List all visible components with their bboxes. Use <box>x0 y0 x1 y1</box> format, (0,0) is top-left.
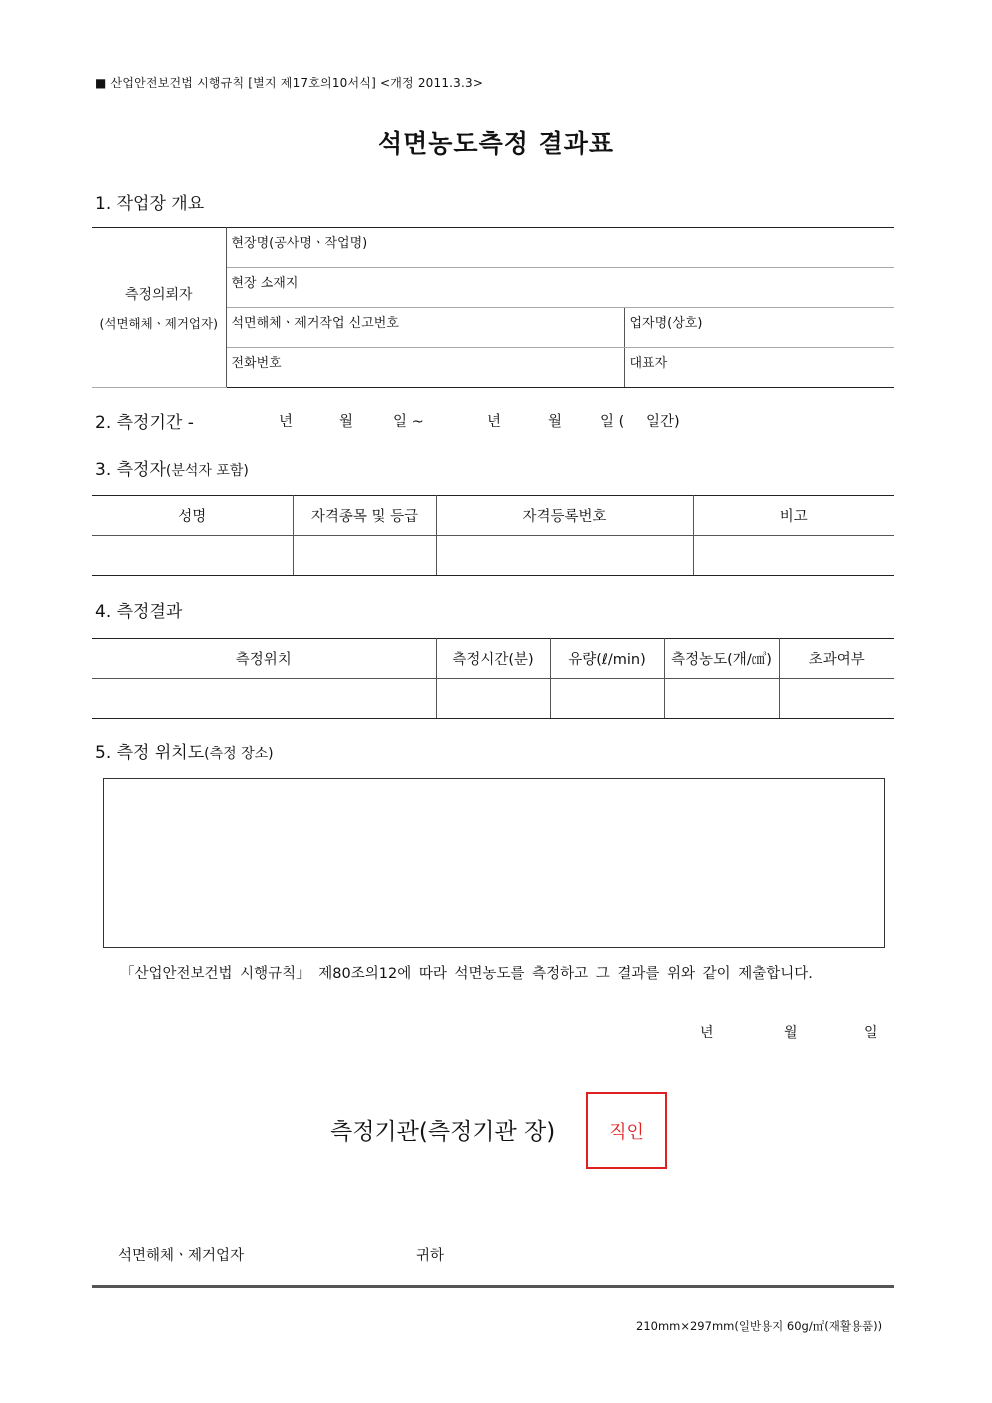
footer-divider <box>92 1285 894 1288</box>
col-duration: 측정시간(분) <box>436 639 550 679</box>
seal-label: 직인 <box>609 1121 644 1143</box>
results-table <box>92 638 894 719</box>
site-name-field[interactable] <box>226 228 894 268</box>
period-day-end: 일 ( <box>600 414 625 430</box>
requester-sublabel: (석면해체ㆍ제거업자) <box>99 315 218 331</box>
measurer-remarks-cell[interactable] <box>693 536 894 576</box>
form-reference: ■ 산업안전보건법 시행규칙 [별지 제17호의10서식] <개정 2011.3.3> <box>95 76 484 90</box>
period-month-end: 월 <box>548 414 563 430</box>
col-remarks: 비고 <box>693 496 894 536</box>
result-concentration-cell[interactable] <box>664 679 779 719</box>
certification-statement: 「산업안전보건법 시행규칙」 제80조의12에 따라 석면농도를 측정하고 그 결과를 위와 같이 제출합니다. <box>120 966 813 982</box>
recipient-label: 석면해체ㆍ제거업자 <box>118 1248 245 1264</box>
measurer-registration-cell[interactable] <box>436 536 693 576</box>
period-days: 일간) <box>646 414 680 430</box>
col-name: 성명 <box>92 496 293 536</box>
section5-subtitle: (측정 장소) <box>204 746 274 762</box>
col-concentration: 측정농도(개/㎤) <box>664 639 779 679</box>
representative-label: 대표자 <box>629 356 668 371</box>
section5-heading <box>95 738 274 763</box>
requester-label: 측정의뢰자 <box>124 286 193 303</box>
business-name-field[interactable] <box>624 308 894 348</box>
business-name-label: 업자명(상호) <box>629 316 703 331</box>
col-location: 측정위치 <box>92 639 436 679</box>
recipient-honorific: 귀하 <box>416 1248 445 1264</box>
location-diagram-box[interactable] <box>103 778 885 948</box>
site-location-field[interactable] <box>226 268 894 308</box>
representative-field[interactable] <box>624 348 894 388</box>
col-qualification: 자격종목 및 등급 <box>293 496 436 536</box>
sign-date-day: 일 <box>864 1025 878 1041</box>
col-registration-number: 자격등록번호 <box>436 496 693 536</box>
section5-title: 5. 측정 위치도 <box>95 743 205 763</box>
document-title: 석면농도측정 결과표 <box>377 129 615 158</box>
phone-label: 전화번호 <box>231 356 282 371</box>
section2-heading: 2. 측정기간 - <box>95 413 194 433</box>
measurer-table <box>92 495 894 576</box>
measurer-name-cell[interactable] <box>92 536 293 576</box>
period-year-start: 년 <box>279 414 294 430</box>
phone-field[interactable] <box>226 348 624 388</box>
section3-title: 3. 측정자 <box>95 460 166 480</box>
section4-heading: 4. 측정결과 <box>95 602 183 622</box>
result-duration-cell[interactable] <box>436 679 550 719</box>
result-flow-rate-cell[interactable] <box>550 679 664 719</box>
result-exceeded-cell[interactable] <box>779 679 894 719</box>
col-flow-rate: 유량(ℓ/min) <box>550 639 664 679</box>
paper-spec: 210mm×297mm(일반용지 60g/㎡(재활용품)) <box>636 1319 883 1333</box>
period-year-end: 년 <box>487 414 502 430</box>
result-location-cell[interactable] <box>92 679 436 719</box>
section3-heading <box>95 455 249 480</box>
workplace-overview-table <box>92 227 894 388</box>
seal-box <box>586 1092 667 1169</box>
report-number-field[interactable] <box>226 308 624 348</box>
period-month-start: 월 <box>339 414 354 430</box>
site-name-label: 현장명(공사명ㆍ작업명) <box>231 236 368 251</box>
sign-date-year: 년 <box>700 1025 714 1041</box>
measurer-qualification-cell[interactable] <box>293 536 436 576</box>
col-exceeded: 초과여부 <box>779 639 894 679</box>
site-location-label: 현장 소재지 <box>231 276 299 291</box>
report-number-label: 석면해체ㆍ제거작업 신고번호 <box>231 316 399 331</box>
period-day-start: 일 ~ <box>393 414 424 430</box>
measuring-agency: 측정기관(측정기관 장) <box>330 1119 556 1145</box>
section3-subtitle: (분석자 포함) <box>165 463 249 479</box>
section1-heading: 1. 작업장 개요 <box>95 194 205 214</box>
requester-cell <box>92 228 226 388</box>
sign-date-month: 월 <box>784 1025 798 1041</box>
